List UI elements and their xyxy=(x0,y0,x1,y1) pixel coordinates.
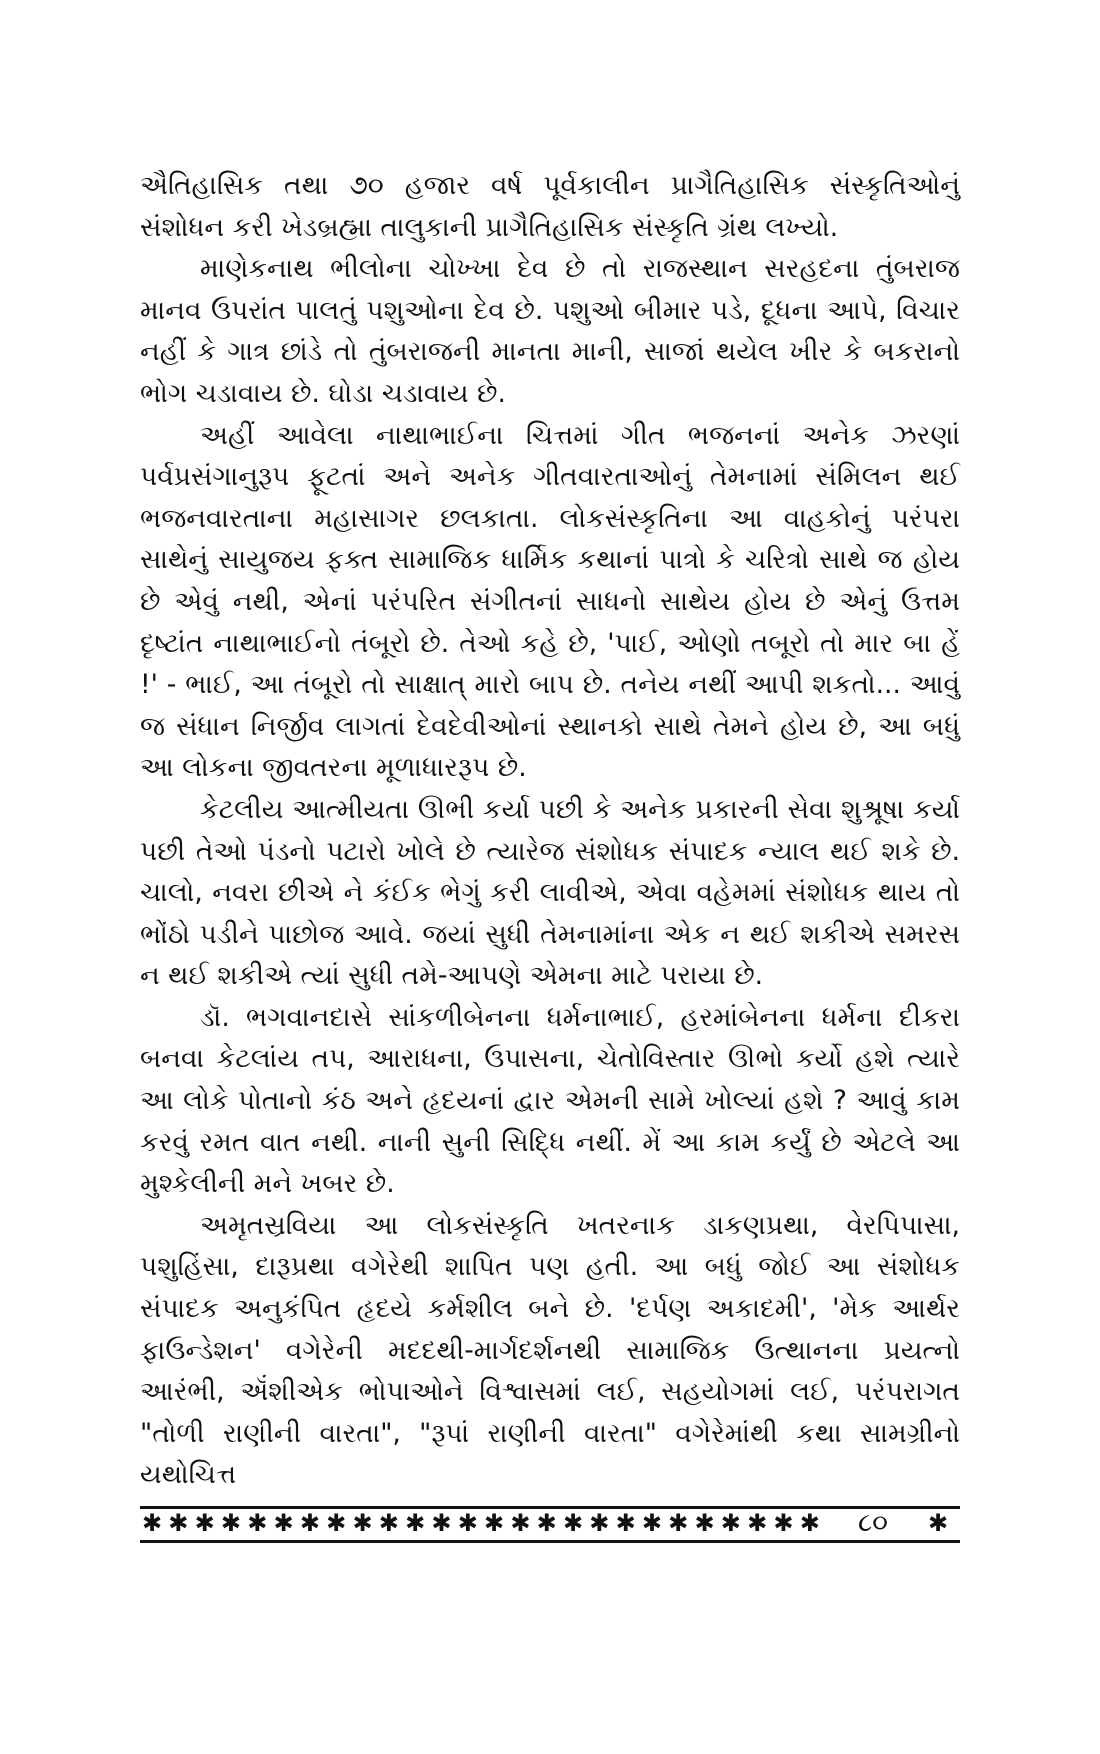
page-footer xyxy=(140,1504,960,1544)
paragraph-3: અહીં આવેલા નાથાભાઈના ચિત્તમાં ગીત ભજનનાં અનેક ઝરણાં પર્વપ્રસંગાનુરૂપ ફૂટતાં અને અનેક ગીતવારતાઓનું તેમનામાં સંમિલન થઈ ભજનવારતાના મહાસાગર છલકાતા. લોકસંસ્કૃતિના આ વાહકોનું પરંપરા સાથેનું સાયુજય ફક્ત સામાજિક ધાર્મિક કથાનાં પાત્રો કે ચરિત્રો સાથે જ હોય છે એવું નથી, એનાં પરંપરિત સંગીતનાં સાધનો સાથેય હોય છે એનું ઉત્તમ દૃષ્ટાંત નાથાભાઈનો તંબૂરો છે. તેઓ કહે છે, 'પાઈ, ઓણો તબૂરો તો માર બા હેં !' - ભાઈ, આ તંબૂરો તો સાક્ષાત્ મારો બાપ છે. તનેય નથીં આપી શકતો... આવું જ સંધાન નિર્જીવ લાગતાં દેવદેવીઓનાં સ્થાનકો સાથે તેમને હોય છે, આ બધું આ લોકના જીવતરના મૂળાધારરૂપ છે. xyxy=(140,419,960,784)
paragraph-2: માણેકનાથ ભીલોના ચોખ્ખા દેવ છે તો રાજસ્થાન સરહદના તુંબરાજ માનવ ઉપરાંત પાલતું પશુઓના દેવ છે. પશુઓ બીમાર પડે, દૂધના આપે, વિચાર નહીં કે ગાત્ર છાંડે તો તુંબરાજની માનતા માની, સાજાં થયેલ ખીર કે બકરાનો ભોગ ચડાવાય છે. ઘોડા ચડાવાય છે. xyxy=(140,253,960,409)
paragraph-5: ડૉ. ભગવાનદાસે સાંકળીબેનના ધર્મનાભાઈ, હરમાંબેનના ધર્મના દીકરા બનવા કેટલાંય તપ, આરાધના, ઉપાસના, ચેતોવિસ્તાર ઊભો કર્યો હશે ત્યારે આ લોકે પોતાનો કંઠ અને હૃદયનાં દ્વાર એમની સામે ખોલ્યાં હશે ? આવું કામ કરવું રમત વાત નથી. નાની સુની સિદ્ધિ નથીં. મેં આ કામ કર્યું છે એટલે આ મુશ્કેલીની મને ખબર છે. xyxy=(140,1001,960,1200)
footer-star-ornament: ✱✱✱✱✱✱✱✱✱✱✱✱✱✱✱✱✱✱✱✱✱✱✱✱✱✱ xyxy=(142,1509,827,1537)
footer-rule-bottom xyxy=(140,1540,960,1543)
paragraph-6: અમૃતસ્રવિયા આ લોકસંસ્કૃતિ ખતરનાક ડાકણપ્રથા, વેરપિપાસા, પશુહિંસા, દારૂપ્રથા વગેરેથી શાપિત પણ હતી. આ બધું જોઈ આ સંશોધક સંપાદક અનુકંપિત હૃદયે કર્મશીલ બને છે. 'દર્પણ અકાદમી', 'મેક આર્થર ફાઉન્ડેશન' વગેરેની મદદથી-માર્ગદર્શનથી સામાજિક ઉત્થાનના પ્રયત્નો આરંભી, ઍંશીએક ભોપાઓને વિશ્વાસમાં લઈ, સહયોગમાં લઈ, પરંપરાગત "તોળી રાણીની વારતા", "રૂપાં રાણીની વારતા" વગેરેમાંથી કથા સામગ્રીનો યથોચિત્ત xyxy=(140,1209,960,1491)
page-body xyxy=(140,165,960,1496)
paragraph-4: કેટલીય આત્મીયતા ઊભી કર્યા પછી કે અનેક પ્રકારની સેવા શુશ્રૂષા કર્યા પછી તેઓ પંડનો પટારો ખોલે છે ત્યારેજ સંશોધક સંપાદક ન્યાલ થઈ શકે છે. ચાલો, નવરા છીએ ને કંઈક ભેગું કરી લાવીએ, એવા વહેમમાં સંશોધક થાય તો ભોંઠો પડીને પાછોજ આવે. જયાં સુધી તેમનામાંના એક ન થઈ શકીએ સમરસ ન થઈ શકીએ ત્યાં સુધી તમે-આપણે એમના માટે પરાયા છે. xyxy=(140,793,960,992)
footer-end-star: ✱ xyxy=(928,1509,949,1537)
paragraph-1: ઐતિહાસિક તથા ૭૦ હજાર વર્ષ પૂર્વકાલીન પ્રાગૈતિહાસિક સંસ્કૃતિઓનું સંશોધન કરી ખેડબ્રહ્મા તાલુકાની પ્રાગૈતિહાસિક સંસ્કૃતિ ગ્રંથ લખ્યો. xyxy=(140,170,960,243)
page-number: ૮૦ xyxy=(858,1508,888,1538)
